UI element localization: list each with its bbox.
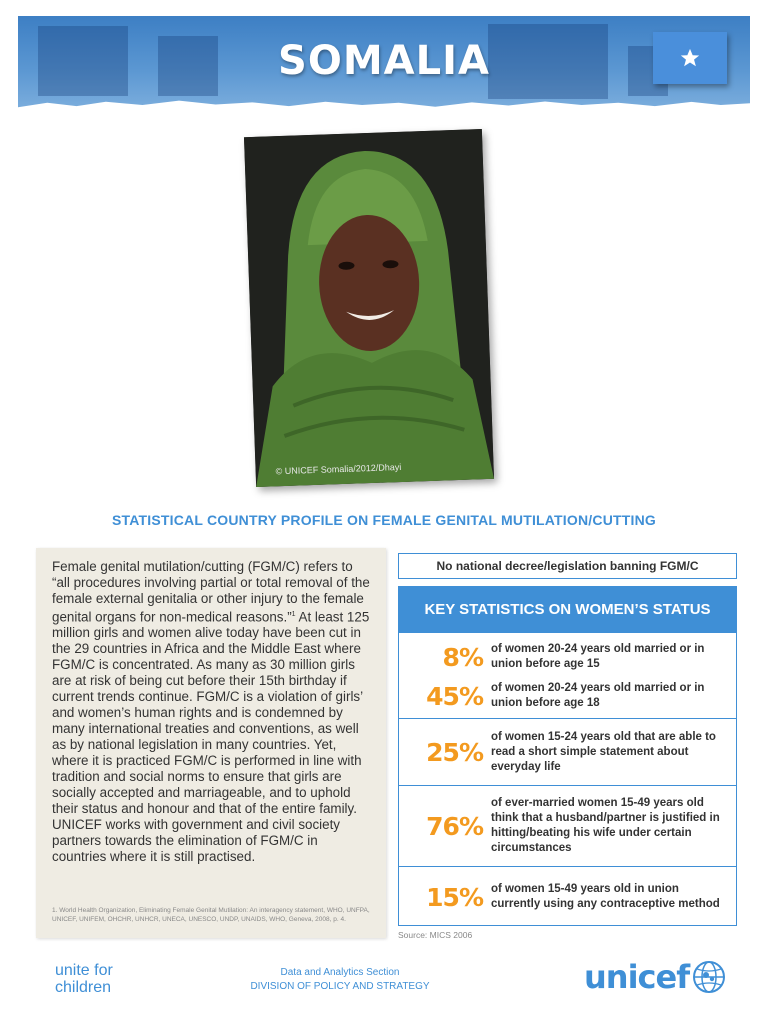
flag-icon [653,32,727,84]
stat-row [399,786,736,866]
stat-description: of women 20-24 years old married or in union before age 15 [491,643,705,670]
unicef-globe-icon [691,959,727,995]
photo-credit: © UNICEF Somalia/2012/Dhayi [275,461,402,477]
stats-source: Source: MICS 2006 [398,930,473,940]
stat-description: of women 15-24 years old that are able to read a short simple statement about everyday life [491,730,716,773]
intro-text-part-2: At least 125 million girls and women alive today have been cut in the 29 countries in Africa and the Middle East where FGM/C is concentrated. As many as 30 million girls are at risk of being cut before their 15th birthday if current trends continue. FGM/C is a violation of girls’ and women’s human rights and is condemned by many international treaties and conventions, as well as by national legislation in many countries. Yet, where it is practiced FGM/C is performed in line with tradition and social norms to ensure that girls are socially accepted and marriageable, and to uphold their status and honour and that of the entire family. UNICEF works with government and civil society partners towards the elimination of FGM/C in countries where it is still practised. [52,609,370,865]
footnote: 1. World Health Organization, Eliminating Female Genital Mutilation: An interagency statement, WHO, UNFPA, UNICEF, UNIFEM, OHCHR, UNHCR, UNECA, UNESCO, UNDP, UNAIDS, WHO, Geneva, 2008, p. 4. [52,907,370,923]
intro-paragraph [52,559,370,865]
stat-percentage: 76% [426,811,483,841]
department-line-2: DIVISION OF POLICY AND STRATEGY [250,981,430,992]
department-credit [230,966,450,994]
department-line-1: Data and Analytics Section [280,967,400,978]
key-statistics-panel [398,586,737,926]
stat-group-contraception [399,866,736,927]
stat-percentage: 25% [426,737,483,767]
legislation-status-box: No national decree/legislation banning FGM/C [398,553,737,579]
stat-description: of women 15-49 years old in union currently using any contraceptive method [491,883,720,910]
slogan-line-2: children [55,979,112,996]
intro-text-part-1: Female genital mutilation/cutting (FGM/C) refers to “all procedures involving partial or total removal of the female external genitalia or other injury to the female genital organs for non-medical reasons.” [52,559,370,625]
unite-for-children-slogan [55,962,113,996]
portrait-photo [244,129,494,487]
stat-percentage: 45% [426,681,483,711]
stat-group-marriage [399,632,736,718]
unicef-wordmark: unicef [584,958,690,996]
country-title: SOMALIA [278,38,490,84]
page-subtitle: STATISTICAL COUNTRY PROFILE ON FEMALE GENITAL MUTILATION/CUTTING [112,512,656,528]
stat-description: of women 20-24 years old married or in union before age 18 [491,682,705,709]
stat-group-literacy [399,718,736,785]
stat-row [399,633,736,677]
footnote-marker: 1 [291,611,296,618]
stat-row [399,867,736,927]
stat-row [399,719,736,785]
stat-row [399,677,736,715]
slogan-line-1: unite for [55,962,113,979]
stat-percentage: 8% [442,642,483,672]
unicef-logo [584,958,727,996]
stat-description: of ever-married women 15-49 years old think that a husband/partner is justified in hitting/beating his wife under certain circumstances [491,797,720,854]
stat-percentage: 15% [426,882,483,912]
key-statistics-header: KEY STATISTICS ON WOMEN’S STATUS [399,587,736,632]
stat-group-attitudes [399,785,736,866]
